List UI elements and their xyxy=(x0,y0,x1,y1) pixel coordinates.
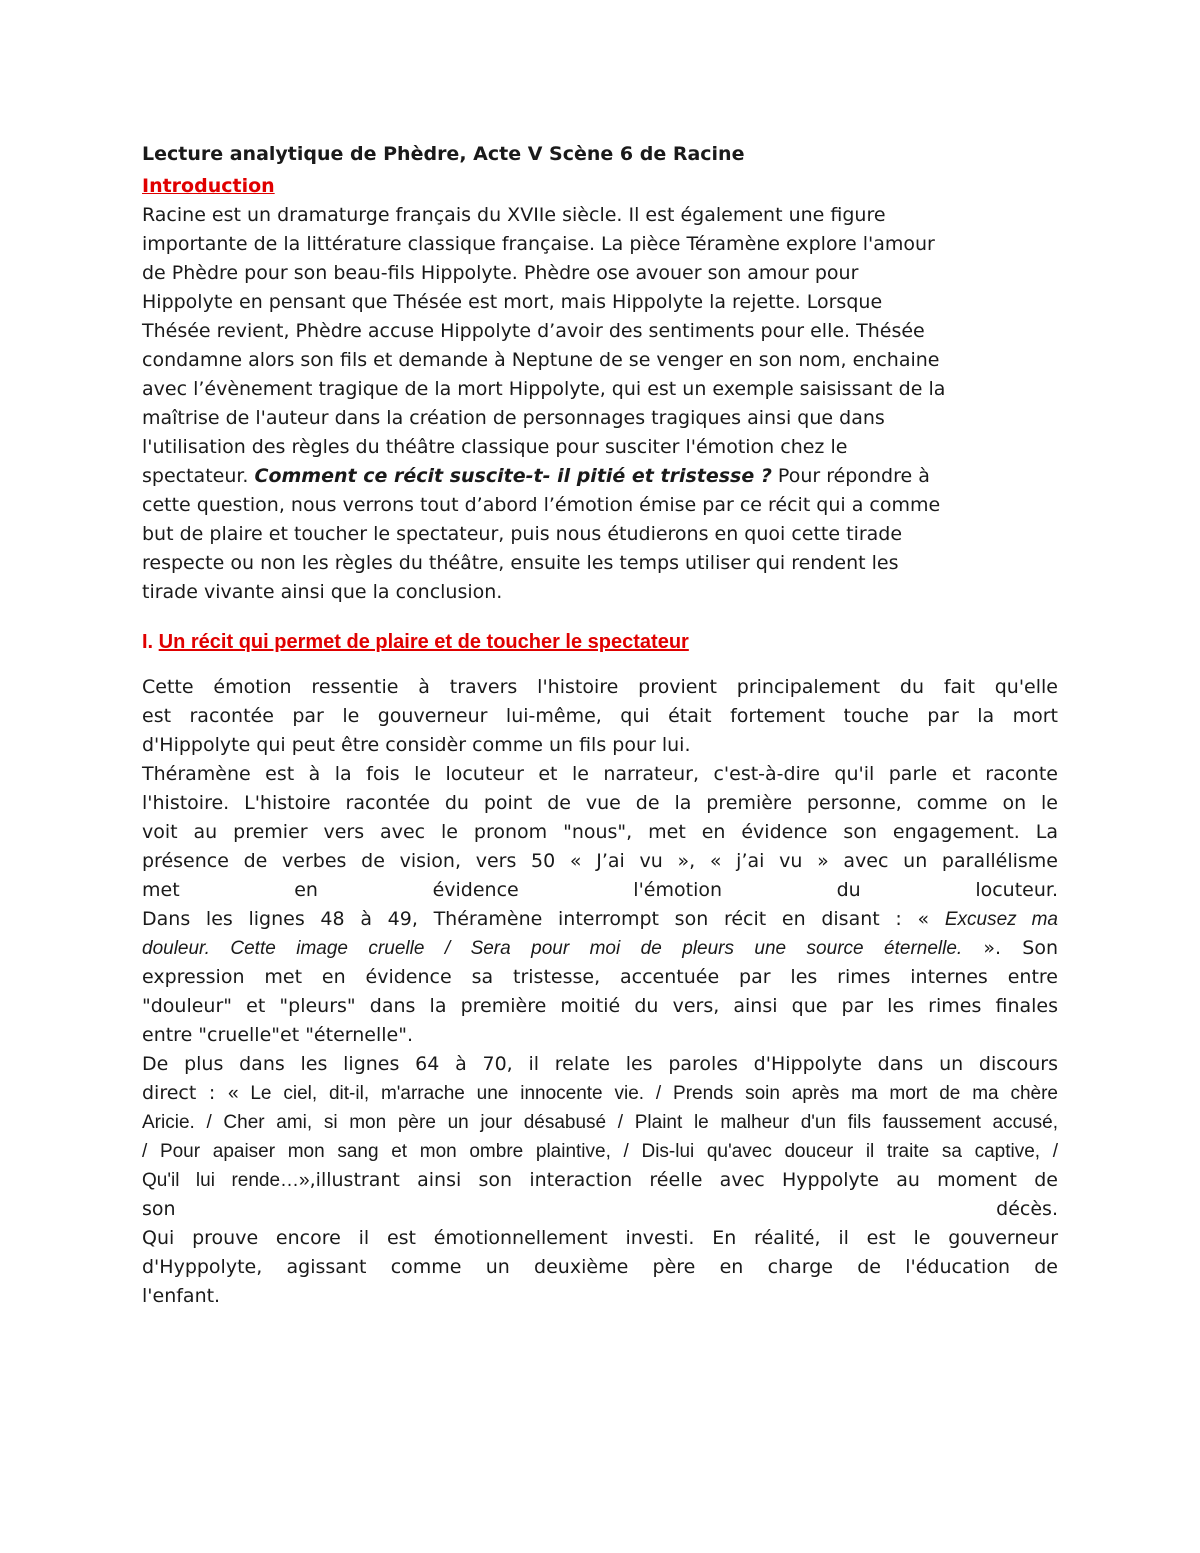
body-line: est racontée par le gouverneur lui-même, qui était fortement touche par la mort xyxy=(142,705,1058,727)
body-line xyxy=(142,1166,1058,1195)
intro-text: spectateur. xyxy=(142,465,255,487)
intro-line: respecte ou non les règles du théâtre, ensuite les temps utiliser qui rendent les xyxy=(142,552,899,574)
body-line: expression met en évidence sa tristesse, accentuée par les rimes internes entre xyxy=(142,966,1058,988)
citation-text: « Le ciel, dit-il, m'arrache une innocente vie. / Prends soin après ma mort de ma chère xyxy=(227,1083,1058,1104)
body-line: Théramène est à la fois le locuteur et le narrateur, c'est-à-dire qu'il parle et raconte xyxy=(142,763,1058,785)
intro-line: Racine est un dramaturge français du XVIIe siècle. Il est également une figure xyxy=(142,204,886,226)
body-line: "douleur" et "pleurs" dans la première moitié du vers, ainsi que par les rimes finales xyxy=(142,995,1058,1017)
citation-line: Aricie. / Cher ami, si mon père un jour désabusé / Plaint le malheur d'un fils faussement accusé, xyxy=(142,1112,1058,1133)
intro-line: l'utilisation des règles du théâtre classique pour susciter l'émotion chez le xyxy=(142,436,848,458)
document-title: Lecture analytique de Phèdre, Acte V Scène 6 de Racine xyxy=(142,143,745,165)
intro-line: Thésée revient, Phèdre accuse Hippolyte d’avoir des sentiments pour elle. Thésée xyxy=(142,320,925,342)
introduction-paragraph xyxy=(142,201,1058,607)
body-line: l'enfant. xyxy=(142,1285,221,1307)
quote-text: douleur. Cette image cruelle / Sera pour moi de pleurs une source éternelle. xyxy=(142,938,963,959)
body-line: d'Hyppolyte, agissant comme un deuxième père en charge de l'éducation de xyxy=(142,1256,1058,1278)
body-line xyxy=(142,934,1058,963)
body-line xyxy=(142,1079,1058,1108)
body-line: Qui prouve encore il est émotionnellement investi. En réalité, il est le gouverneur xyxy=(142,1227,1058,1249)
intro-question-line xyxy=(142,462,1058,491)
section-number: I. xyxy=(142,631,159,653)
introduction-heading: Introduction xyxy=(142,175,275,197)
intro-line: importante de la littérature classique française. La pièce Téramène explore l'amour xyxy=(142,233,935,255)
intro-line: but de plaire et toucher le spectateur, puis nous étudierons en quoi cette tirade xyxy=(142,523,903,545)
quote-text: Excusez ma xyxy=(944,909,1059,930)
section-body xyxy=(142,673,1058,1311)
body-text: Dans les lignes 48 à 49, Théramène interrompt son récit en disant : « xyxy=(142,908,945,930)
citation-text: Qu'il lui rende…» xyxy=(142,1170,310,1191)
body-line: son décès. xyxy=(142,1198,1058,1220)
intro-line: avec l’évènement tragique de la mort Hippolyte, qui est un exemple saisissant de la xyxy=(142,378,946,400)
intro-line: condamne alors son fils et demande à Neptune de se venger en son nom, enchaine xyxy=(142,349,940,371)
body-line: voit au premier vers avec le pronom "nous", met en évidence son engagement. La xyxy=(142,821,1058,843)
body-line xyxy=(142,905,1058,934)
body-line: met en évidence l'émotion du locuteur. xyxy=(142,879,1058,901)
section-title: Un récit qui permet de plaire et de toucher le spectateur xyxy=(158,631,689,653)
body-line: présence de verbes de vision, vers 50 « J’ai vu », « j’ai vu » avec un parallélisme xyxy=(142,850,1058,872)
intro-line: de Phèdre pour son beau-fils Hippolyte. Phèdre ose avouer son amour pour xyxy=(142,262,859,284)
body-text: direct : xyxy=(142,1082,228,1104)
intro-line: Hippolyte en pensant que Thésée est mort, mais Hippolyte la rejette. Lorsque xyxy=(142,291,883,313)
document-page xyxy=(142,136,1058,1311)
body-line: d'Hippolyte qui peut être considèr comme un fils pour lui. xyxy=(142,734,691,756)
intro-line: cette question, nous verrons tout d’abord l’émotion émise par ce récit qui a comme xyxy=(142,494,941,516)
citation-line: / Pour apaiser mon sang et mon ombre plaintive, / Dis-lui qu'avec douceur il traite sa captive, / xyxy=(142,1141,1058,1162)
intro-text: Pour répondre à xyxy=(771,465,930,487)
body-text: ». Son xyxy=(962,937,1058,959)
body-line: l'histoire. L'histoire racontée du point de vue de la première personne, comme on le xyxy=(142,792,1058,814)
body-line: Cette émotion ressentie à travers l'histoire provient principalement du fait qu'elle xyxy=(142,676,1058,698)
body-line: entre "cruelle"et "éternelle". xyxy=(142,1024,414,1046)
problematic-question: Comment ce récit suscite-t- il pitié et tristesse ? xyxy=(254,465,772,487)
intro-line: tirade vivante ainsi que la conclusion. xyxy=(142,581,503,603)
body-text: ,illustrant ainsi son interaction réelle avec Hyppolyte au moment de xyxy=(309,1169,1058,1191)
section-heading xyxy=(142,627,1058,657)
body-line: De plus dans les lignes 64 à 70, il relate les paroles d'Hippolyte dans un discours xyxy=(142,1053,1058,1075)
intro-line: maîtrise de l'auteur dans la création de personnages tragiques ainsi que dans xyxy=(142,407,885,429)
